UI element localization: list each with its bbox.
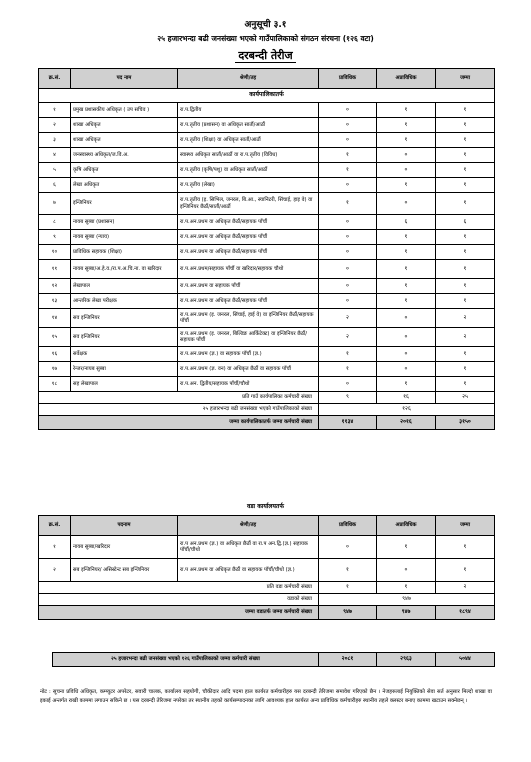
row-nontechnical: ० <box>377 193 436 215</box>
row-sn: १ <box>39 536 71 559</box>
row-sn: १७ <box>39 362 71 377</box>
row-level: रा.प.अन.प्रथम वा अधिकृत छैठौं/सहायक पाँचौं <box>178 294 319 309</box>
table-row <box>39 347 495 362</box>
table-row <box>39 103 495 118</box>
col-header-level: श्रेणी/तह <box>178 516 319 536</box>
row-post: सह लेखापाल <box>71 377 178 392</box>
row-total: १ <box>436 294 495 309</box>
document-subtitle: २५ हजारभन्दा बढी जनसंख्या भएको गाउँपालिकाको संगठन संरचना (१२६ वटा) <box>157 34 374 43</box>
row-post: नायब सुब्बा (प्रशासन) <box>71 215 178 230</box>
row-sn: १४ <box>39 309 71 328</box>
row-technical: २ <box>319 309 377 328</box>
col-header-nontechnical: अप्राविधिक <box>377 516 436 536</box>
row-post: सब इन्जिनियर/ असिस्टेन्ट सब इन्जिनियर <box>71 559 178 582</box>
row-level: रा.प.अन.प्रथम वा सहायक पाँचौं <box>178 279 319 294</box>
row-total: ६ <box>436 215 495 230</box>
ward-total-technical: ९४७ <box>319 606 377 620</box>
footnote: नोट : सूचना प्रविधि अधिकृत, कम्प्युटर अपरेटर, सवारी चालक, कार्यालय सहयोगी, चौकीदार आदि पदमा हाल कार्यरत कर्मचारीहरु यस दरबन्दी तेरिजमा समावेश गरिएको छैन । नेजहरुलाई नियुक्तिको सेवा सर्त अनुसार मिल्दो शाखा वा इकाई अन्तर्गत राखी काममा लगाउन सकिने छ । यस दरबन्दी तेरिजमा नपरेका तर स्थानीय तहको कार्यसम्पादनका लागि आवश्यक हाल कार्यरत अन्य प्राविधिक कर्मचारीहरु स्थानीय तहले क्लस्टर बनाए काममा खटाउन सक्नेछन् । <box>40 689 492 704</box>
row-level: रा.प.अन.प्रथम/सहायक पाँचौं वा खरिदार/सहायक चौथो <box>178 260 319 279</box>
ward-total-label: जम्मा वडातर्फ जम्मा कर्मचारी संख्या <box>39 606 319 620</box>
row-level: रा.प.अन.प्रथम (ज्ञ.) वा सहायक पाँचौं (ज्ञ.) <box>178 347 319 362</box>
row-post: नायब सुब्बा (न्याय) <box>71 230 178 245</box>
row-nontechnical: ० <box>377 347 436 362</box>
table-row <box>39 260 495 279</box>
table-row <box>39 148 495 163</box>
section-total-nontechnical: २०१६ <box>377 416 436 430</box>
row-post: शाखा अधिकृत <box>71 118 178 133</box>
section-total-technical: ११३४ <box>319 416 377 430</box>
row-nontechnical: ० <box>377 309 436 328</box>
table-row <box>39 215 495 230</box>
row-post: नायब सुब्बा/खरिदार <box>71 536 178 559</box>
row-nontechnical: १ <box>377 178 436 193</box>
row-total: १ <box>436 377 495 392</box>
per-ward-label: प्रति वडा कर्मचारी संख्या <box>39 582 319 594</box>
col-header-sn: क्र.सं. <box>39 516 71 536</box>
table-row <box>39 309 495 328</box>
row-sn: ७ <box>39 193 71 215</box>
row-sn: १३ <box>39 294 71 309</box>
grand-total-technical: २०८१ <box>319 653 377 667</box>
table-header-row <box>39 516 495 536</box>
ward-total-row <box>39 606 495 620</box>
row-sn: १२ <box>39 279 71 294</box>
row-post: प्रमुख प्रशासकीय अधिकृत ( उप सचिव ) <box>71 103 178 118</box>
row-post: लेखा अधिकृत <box>71 178 178 193</box>
table-row <box>39 559 495 582</box>
row-post: शाखा अधिकृत <box>71 133 178 148</box>
row-nontechnical: ० <box>377 148 436 163</box>
row-level: रा.प अन.प्रथम वा अधिकृत छैठौं वा सहायक पाँचौं/चौथो (ज्ञ.) <box>178 559 319 582</box>
ward-count-value: ९४७ <box>319 594 495 606</box>
row-sn: ३ <box>39 133 71 148</box>
col-header-sn: क्र.सं. <box>39 69 71 89</box>
table-row <box>39 362 495 377</box>
row-nontechnical: १ <box>377 118 436 133</box>
row-technical: ० <box>319 230 377 245</box>
table-row <box>39 163 495 178</box>
row-total: १ <box>436 148 495 163</box>
row-level: रा.प अन.प्रथम (ज्ञ.) वा अधिकृत छैठौं वा रा.प अन.द्वि.(ज्ञ.) सहायक पाँचौं/चौथो <box>178 536 319 559</box>
row-sn: १८ <box>39 377 71 392</box>
table-row <box>39 294 495 309</box>
row-nontechnical: १ <box>377 245 436 260</box>
ward-staff-table <box>38 515 495 620</box>
row-post: रेन्जर/नायब सुब्बा <box>71 362 178 377</box>
row-technical: ० <box>319 245 377 260</box>
row-total: १ <box>436 118 495 133</box>
table-row <box>39 279 495 294</box>
row-level: रा.प.अन.प्रथम (इ. जनरल, सिंचाई, हाई वे) वा इन्जिनियर छैठौं/सहायक पाँचौं <box>178 309 319 328</box>
ward-count-row <box>39 594 495 606</box>
row-total: १ <box>436 347 495 362</box>
subtotal-total: २५ <box>436 392 495 404</box>
col-header-technical: प्राविधिक <box>319 516 377 536</box>
row-technical: १ <box>319 148 377 163</box>
row-total: २ <box>436 328 495 347</box>
table-header-row <box>39 69 495 89</box>
col-header-post: पदनाम <box>71 516 178 536</box>
row-sn: ५ <box>39 163 71 178</box>
ward-total-nontechnical: ९४७ <box>377 606 436 620</box>
row-technical: ० <box>319 215 377 230</box>
row-total: १ <box>436 193 495 215</box>
row-post: आन्तरिक लेखा परीक्षक <box>71 294 178 309</box>
row-technical: १ <box>319 163 377 178</box>
table-row <box>39 536 495 559</box>
row-technical: ० <box>319 103 377 118</box>
row-total: १ <box>436 362 495 377</box>
row-technical: ० <box>319 118 377 133</box>
row-technical: ० <box>319 133 377 148</box>
row-total: १ <box>436 178 495 193</box>
subtotal-label: प्रति गाउँ कार्यपालिका कर्मचारी संख्या <box>39 392 319 404</box>
ward-count-label: वडाको संख्या <box>39 594 319 606</box>
row-nontechnical: १ <box>377 536 436 559</box>
col-header-technical: प्राविधिक <box>319 69 377 89</box>
row-nontechnical: १ <box>377 377 436 392</box>
row-sn: १५ <box>39 328 71 347</box>
municipality-count-label: २५ हजारभन्दा बढी जनसंख्या भएको गाउँपालिकाको संख्या <box>39 404 319 416</box>
table-row <box>39 245 495 260</box>
document-title: दरबन्दी तेरीज <box>0 48 531 63</box>
row-post: प्राविधिक सहायक (शिक्षा) <box>71 245 178 260</box>
row-level: रा.प.अन.प्रथम (ज्ञ. वन) वा अधिकृत छैठौं वा सहायक पाँचौं <box>178 362 319 377</box>
per-ward-row <box>39 582 495 594</box>
row-sn: १ <box>39 103 71 118</box>
col-header-level: श्रेणी/तह <box>178 69 319 89</box>
per-ward-nontechnical: १ <box>377 582 436 594</box>
col-header-nontechnical: अप्राविधिक <box>377 69 436 89</box>
municipality-count-value: १२६ <box>319 404 495 416</box>
row-level: रा.प.तृतीय (लेखा) <box>178 178 319 193</box>
row-sn: ६ <box>39 178 71 193</box>
row-level: रा.प.तृतीय (कृषि/पशु) वा अधिकृत सातौं/आठौं <box>178 163 319 178</box>
ward-section-title: वडा कार्यालयतर्फ <box>247 503 284 510</box>
row-total: १ <box>436 163 495 178</box>
row-total: २ <box>436 309 495 328</box>
row-level: रा.प.तृतीय (प्रशासन) वा अधिकृत सातौं/आठौं <box>178 118 319 133</box>
grand-total-label: २५ हजारभन्दा बढी जनसंख्या भएको १२६ गाउँपालिकाको जम्मा कर्मचारी संख्या <box>53 653 319 667</box>
row-level: रा.प.अन. द्वितीय/सहायक पाँचौं/चौथो <box>178 377 319 392</box>
table-row <box>39 377 495 392</box>
row-technical: १ <box>319 362 377 377</box>
section-total-row <box>39 416 495 430</box>
col-header-post: पद नाम <box>71 69 178 89</box>
row-total: १ <box>436 559 495 582</box>
row-nontechnical: १ <box>377 294 436 309</box>
section-total-total: ३१५० <box>436 416 495 430</box>
grand-total-total: ५०४४ <box>436 653 495 667</box>
row-sn: १० <box>39 245 71 260</box>
grand-total-row <box>53 653 495 667</box>
subtotal-technical: ९ <box>319 392 377 404</box>
row-technical: ० <box>319 178 377 193</box>
row-nontechnical: १ <box>377 133 436 148</box>
row-sn: १६ <box>39 347 71 362</box>
row-nontechnical: ० <box>377 559 436 582</box>
table-row <box>39 193 495 215</box>
per-ward-total: २ <box>436 582 495 594</box>
row-technical: १ <box>319 347 377 362</box>
row-technical: १ <box>319 193 377 215</box>
row-post: कृषि अधिकृत <box>71 163 178 178</box>
row-sn: ११ <box>39 260 71 279</box>
row-level: रा.प.तृतीय (शिक्षा) वा अधिकृत सातौं/आठौं <box>178 133 319 148</box>
row-total: १ <box>436 133 495 148</box>
section-title: कार्यपालिकातर्फ <box>39 89 495 103</box>
table-row <box>39 118 495 133</box>
ward-total-total: १८९४ <box>436 606 495 620</box>
row-nontechnical: १ <box>377 260 436 279</box>
grand-total-table <box>52 652 495 667</box>
row-sn: ८ <box>39 215 71 230</box>
row-technical: ० <box>319 377 377 392</box>
row-nontechnical: १ <box>377 279 436 294</box>
row-post: सव इन्जिनियर <box>71 309 178 328</box>
table-row <box>39 230 495 245</box>
annex-label: अनुसूची ३.१ <box>244 20 287 30</box>
row-sn: २ <box>39 559 71 582</box>
row-nontechnical: ० <box>377 328 436 347</box>
col-header-total: जम्मा <box>436 516 495 536</box>
section-total-label: जम्मा कार्यपालिकातर्फ जम्मा कर्मचारी संख्या <box>39 416 319 430</box>
row-nontechnical: १ <box>377 103 436 118</box>
executive-staff-table <box>38 68 495 430</box>
section-title-row <box>39 89 495 103</box>
row-total: १ <box>436 279 495 294</box>
row-post: सर्वेक्षक <box>71 347 178 362</box>
row-nontechnical: ० <box>377 163 436 178</box>
row-total: १ <box>436 230 495 245</box>
row-total: १ <box>436 103 495 118</box>
row-total: १ <box>436 260 495 279</box>
per-ward-technical: १ <box>319 582 377 594</box>
table-row <box>39 178 495 193</box>
row-post: लेखापाल <box>71 279 178 294</box>
row-level: रा.प.तृतीय (इ. सिभिल, जनरल, बि.आ., स्यानिटरी, सिंचाई, हाइ वे) वा इन्जिनियर छैठौं/सातौं/आठौं <box>178 193 319 215</box>
municipality-count-row <box>39 404 495 416</box>
row-level: रा.प.अन.प्रथम (इ. जनरल, बिल्डिङ आर्किटेक्ट) वा इन्जिनियर छैठौं/सहायक पाँचौं <box>178 328 319 347</box>
row-total: १ <box>436 536 495 559</box>
row-sn: ४ <box>39 148 71 163</box>
table-row <box>39 328 495 347</box>
col-header-total: जम्मा <box>436 69 495 89</box>
subtotal-nontechnical: १६ <box>377 392 436 404</box>
row-technical: २ <box>319 328 377 347</box>
row-level: रा.प.अन.प्रथम वा अधिकृत छैठौं/सहायक पाँचौं <box>178 230 319 245</box>
row-level: रा.प.अन.प्रथम वा अधिकृत छैठौं/सहायक पाँचौं <box>178 215 319 230</box>
row-post: जनस्वास्थ्य अधिकृत/ज.वि.अ. <box>71 148 178 163</box>
row-post: नायब सुब्बा/अ.हे.व./रा.प.अ.चि.ना. वा खरिदार <box>71 260 178 279</box>
table-row <box>39 133 495 148</box>
row-technical: ० <box>319 260 377 279</box>
row-technical: ० <box>319 536 377 559</box>
row-level: रा.प.अन.प्रथम वा अधिकृत छैठौं/सहायक पाँचौं <box>178 245 319 260</box>
row-technical: ० <box>319 294 377 309</box>
row-nontechnical: ० <box>377 362 436 377</box>
row-level: स्वास्थ्य अधिकृत सातौं/आठौं वा रा.प.तृतीय (विविध) <box>178 148 319 163</box>
subtotal-row <box>39 392 495 404</box>
row-post: सव इन्जिनियर <box>71 328 178 347</box>
row-post: इन्जिनियर <box>71 193 178 215</box>
grand-total-nontechnical: २९६३ <box>377 653 436 667</box>
row-total: १ <box>436 245 495 260</box>
row-level: रा.प.द्वितीय <box>178 103 319 118</box>
row-nontechnical: ६ <box>377 215 436 230</box>
row-sn: २ <box>39 118 71 133</box>
row-technical: ० <box>319 279 377 294</box>
row-sn: ९ <box>39 230 71 245</box>
row-technical: १ <box>319 559 377 582</box>
row-nontechnical: १ <box>377 230 436 245</box>
